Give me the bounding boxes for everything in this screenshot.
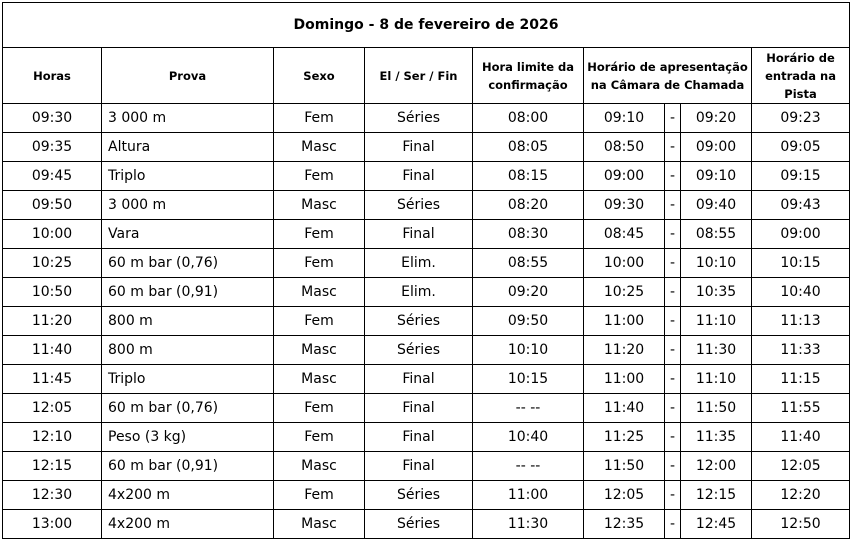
cell-apresentacao-inicio: 11:50 <box>584 452 665 481</box>
cell-apresentacao-fim: 11:50 <box>681 394 752 423</box>
cell-prova: 60 m bar (0,91) <box>102 278 274 307</box>
cell-apresentacao-inicio: 08:45 <box>584 220 665 249</box>
cell-apresentacao-fim: 09:00 <box>681 133 752 162</box>
cell-apresentacao-separator: - <box>665 278 681 307</box>
cell-apresentacao-inicio: 09:30 <box>584 191 665 220</box>
cell-entrada-pista: 10:40 <box>752 278 850 307</box>
cell-hora-limite: 09:50 <box>473 307 584 336</box>
cell-entrada-pista: 11:33 <box>752 336 850 365</box>
cell-apresentacao-inicio: 10:00 <box>584 249 665 278</box>
cell-apresentacao-separator: - <box>665 452 681 481</box>
table-row <box>3 452 850 481</box>
cell-hora-limite: 08:00 <box>473 104 584 133</box>
cell-apresentacao-inicio: 11:25 <box>584 423 665 452</box>
cell-fase: Final <box>365 220 473 249</box>
header-horario-entrada-line: Pista <box>784 86 817 101</box>
cell-apresentacao-fim: 12:00 <box>681 452 752 481</box>
cell-sexo: Fem <box>274 394 365 423</box>
cell-hora-limite: 08:20 <box>473 191 584 220</box>
header-horas: Horas <box>3 48 102 104</box>
cell-entrada-pista: 11:55 <box>752 394 850 423</box>
cell-apresentacao-inicio: 09:10 <box>584 104 665 133</box>
cell-apresentacao-inicio: 12:35 <box>584 510 665 539</box>
table-row <box>3 394 850 423</box>
cell-fase: Final <box>365 394 473 423</box>
cell-entrada-pista: 11:13 <box>752 307 850 336</box>
cell-fase: Final <box>365 365 473 394</box>
cell-hora-limite: 11:00 <box>473 481 584 510</box>
cell-sexo: Masc <box>274 191 365 220</box>
cell-hora-limite: -- -- <box>473 452 584 481</box>
table-row <box>3 220 850 249</box>
cell-apresentacao-fim: 10:35 <box>681 278 752 307</box>
cell-sexo: Masc <box>274 365 365 394</box>
header-horario-apresentacao-line: Horário de apresentação <box>587 59 748 74</box>
cell-hora: 09:35 <box>3 133 102 162</box>
cell-prova: 4x200 m <box>102 510 274 539</box>
cell-fase: Séries <box>365 510 473 539</box>
table-row <box>3 510 850 539</box>
cell-prova: 60 m bar (0,91) <box>102 452 274 481</box>
cell-hora: 11:40 <box>3 336 102 365</box>
table-row <box>3 481 850 510</box>
cell-hora-limite: 10:40 <box>473 423 584 452</box>
table-row <box>3 365 850 394</box>
header-horario-entrada-line: entrada na <box>765 68 836 83</box>
header-horario-entrada <box>752 48 850 104</box>
cell-sexo: Fem <box>274 162 365 191</box>
cell-fase: Séries <box>365 336 473 365</box>
cell-apresentacao-separator: - <box>665 133 681 162</box>
cell-sexo: Masc <box>274 510 365 539</box>
cell-apresentacao-fim: 09:20 <box>681 104 752 133</box>
cell-fase: Final <box>365 452 473 481</box>
cell-fase: Final <box>365 133 473 162</box>
cell-apresentacao-inicio: 11:20 <box>584 336 665 365</box>
cell-apresentacao-fim: 11:10 <box>681 365 752 394</box>
schedule-table <box>2 2 850 539</box>
cell-apresentacao-separator: - <box>665 162 681 191</box>
cell-apresentacao-separator: - <box>665 104 681 133</box>
cell-apresentacao-inicio: 11:40 <box>584 394 665 423</box>
cell-apresentacao-separator: - <box>665 510 681 539</box>
cell-apresentacao-fim: 11:30 <box>681 336 752 365</box>
cell-apresentacao-separator: - <box>665 365 681 394</box>
cell-fase: Séries <box>365 481 473 510</box>
cell-apresentacao-inicio: 10:25 <box>584 278 665 307</box>
table-row <box>3 162 850 191</box>
cell-apresentacao-separator: - <box>665 394 681 423</box>
cell-prova: 800 m <box>102 307 274 336</box>
table-row <box>3 307 850 336</box>
cell-entrada-pista: 09:23 <box>752 104 850 133</box>
cell-prova: Triplo <box>102 162 274 191</box>
header-sexo: Sexo <box>274 48 365 104</box>
cell-apresentacao-inicio: 12:05 <box>584 481 665 510</box>
cell-entrada-pista: 11:15 <box>752 365 850 394</box>
cell-hora-limite: 10:15 <box>473 365 584 394</box>
cell-hora: 09:45 <box>3 162 102 191</box>
cell-apresentacao-inicio: 11:00 <box>584 365 665 394</box>
cell-sexo: Fem <box>274 307 365 336</box>
cell-sexo: Fem <box>274 481 365 510</box>
cell-entrada-pista: 12:05 <box>752 452 850 481</box>
cell-prova: 3 000 m <box>102 191 274 220</box>
cell-hora-limite: 09:20 <box>473 278 584 307</box>
cell-prova: 3 000 m <box>102 104 274 133</box>
cell-entrada-pista: 09:15 <box>752 162 850 191</box>
cell-apresentacao-fim: 10:10 <box>681 249 752 278</box>
cell-entrada-pista: 12:50 <box>752 510 850 539</box>
header-horario-apresentacao-line: na Câmara de Chamada <box>590 77 745 92</box>
cell-entrada-pista: 10:15 <box>752 249 850 278</box>
cell-apresentacao-separator: - <box>665 336 681 365</box>
cell-hora: 09:30 <box>3 104 102 133</box>
cell-fase: Séries <box>365 104 473 133</box>
cell-hora: 12:05 <box>3 394 102 423</box>
header-hora-limite <box>473 48 584 104</box>
cell-hora: 12:10 <box>3 423 102 452</box>
table-row <box>3 104 850 133</box>
cell-hora: 11:45 <box>3 365 102 394</box>
cell-apresentacao-fim: 09:40 <box>681 191 752 220</box>
cell-sexo: Masc <box>274 133 365 162</box>
cell-hora-limite: 08:30 <box>473 220 584 249</box>
cell-prova: Altura <box>102 133 274 162</box>
cell-sexo: Masc <box>274 278 365 307</box>
cell-apresentacao-inicio: 09:00 <box>584 162 665 191</box>
header-hora-limite-line: Hora limite da <box>481 59 575 74</box>
cell-apresentacao-separator: - <box>665 481 681 510</box>
cell-hora: 10:25 <box>3 249 102 278</box>
cell-apresentacao-separator: - <box>665 191 681 220</box>
schedule-body <box>3 104 850 539</box>
cell-apresentacao-inicio: 11:00 <box>584 307 665 336</box>
cell-hora: 12:30 <box>3 481 102 510</box>
cell-prova: 60 m bar (0,76) <box>102 249 274 278</box>
cell-apresentacao-fim: 12:15 <box>681 481 752 510</box>
table-row <box>3 249 850 278</box>
table-row <box>3 278 850 307</box>
cell-fase: Séries <box>365 191 473 220</box>
cell-hora: 13:00 <box>3 510 102 539</box>
table-row <box>3 133 850 162</box>
cell-entrada-pista: 09:43 <box>752 191 850 220</box>
table-row <box>3 191 850 220</box>
header-horario-apresentacao <box>584 48 752 104</box>
cell-apresentacao-fim: 11:35 <box>681 423 752 452</box>
cell-hora: 12:15 <box>3 452 102 481</box>
cell-fase: Elim. <box>365 278 473 307</box>
cell-hora-limite: 08:15 <box>473 162 584 191</box>
header-prova: Prova <box>102 48 274 104</box>
cell-entrada-pista: 11:40 <box>752 423 850 452</box>
cell-hora-limite: -- -- <box>473 394 584 423</box>
cell-sexo: Fem <box>274 104 365 133</box>
cell-apresentacao-separator: - <box>665 307 681 336</box>
cell-hora: 09:50 <box>3 191 102 220</box>
cell-prova: 4x200 m <box>102 481 274 510</box>
cell-fase: Elim. <box>365 249 473 278</box>
cell-hora-limite: 08:05 <box>473 133 584 162</box>
cell-prova: Triplo <box>102 365 274 394</box>
cell-apresentacao-fim: 09:10 <box>681 162 752 191</box>
cell-hora-limite: 08:55 <box>473 249 584 278</box>
cell-hora-limite: 10:10 <box>473 336 584 365</box>
cell-apresentacao-separator: - <box>665 249 681 278</box>
cell-prova: 60 m bar (0,76) <box>102 394 274 423</box>
table-row <box>3 423 850 452</box>
cell-apresentacao-separator: - <box>665 423 681 452</box>
cell-apresentacao-fim: 12:45 <box>681 510 752 539</box>
cell-fase: Final <box>365 162 473 191</box>
cell-hora: 10:00 <box>3 220 102 249</box>
cell-apresentacao-inicio: 08:50 <box>584 133 665 162</box>
cell-sexo: Fem <box>274 249 365 278</box>
header-horario-entrada-line: Horário de <box>766 50 835 65</box>
cell-hora: 10:50 <box>3 278 102 307</box>
cell-prova: Peso (3 kg) <box>102 423 274 452</box>
cell-entrada-pista: 09:05 <box>752 133 850 162</box>
cell-entrada-pista: 09:00 <box>752 220 850 249</box>
cell-hora-limite: 11:30 <box>473 510 584 539</box>
cell-sexo: Masc <box>274 452 365 481</box>
cell-prova: 800 m <box>102 336 274 365</box>
header-hora-limite-line: confirmação <box>488 77 568 92</box>
page-title: Domingo - 8 de fevereiro de 2026 <box>3 3 850 48</box>
cell-fase: Séries <box>365 307 473 336</box>
cell-sexo: Fem <box>274 220 365 249</box>
cell-entrada-pista: 12:20 <box>752 481 850 510</box>
cell-sexo: Fem <box>274 423 365 452</box>
table-row <box>3 336 850 365</box>
header-el-ser-fin: El / Ser / Fin <box>365 48 473 104</box>
cell-apresentacao-separator: - <box>665 220 681 249</box>
cell-fase: Final <box>365 423 473 452</box>
header-row <box>3 48 850 104</box>
cell-apresentacao-fim: 11:10 <box>681 307 752 336</box>
cell-hora: 11:20 <box>3 307 102 336</box>
cell-sexo: Masc <box>274 336 365 365</box>
cell-apresentacao-fim: 08:55 <box>681 220 752 249</box>
cell-prova: Vara <box>102 220 274 249</box>
